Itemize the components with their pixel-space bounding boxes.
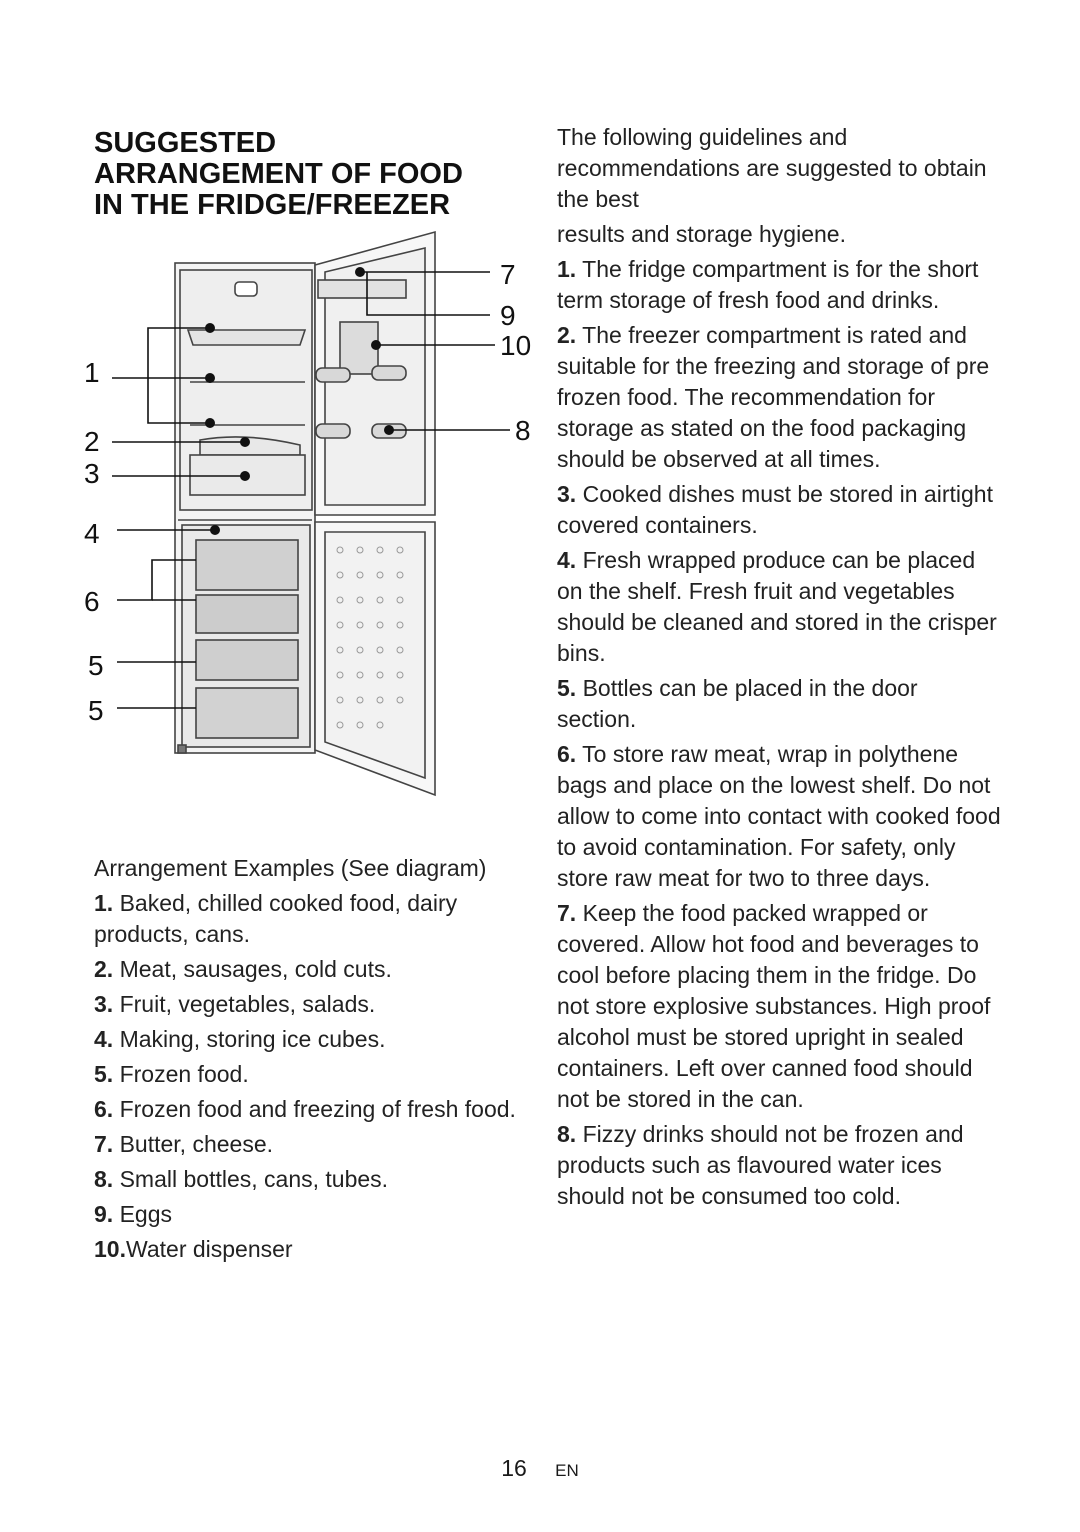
callout-label: 3: [84, 458, 100, 489]
list-item: 7. Keep the food packed wrapped or covered. Allow hot food and beverages to cool before placing them in the fridge. Do not store explosive substances. High proof alcohol must be stored upright in sealed containers. Left over canned food should not be stored in the can.: [557, 900, 991, 1112]
callout-label: 8: [515, 415, 531, 446]
list-item: 8. Fizzy drinks should not be frozen and products such as flavoured water ices should not be consumed too cold.: [557, 1121, 964, 1209]
list-item: 3. Cooked dishes must be stored in airtight covered containers.: [557, 481, 993, 538]
callout-label: 10: [500, 330, 532, 361]
list-item: 5. Frozen food.: [94, 1061, 249, 1087]
callout-label: 9: [500, 300, 516, 331]
storage-guidelines: [557, 122, 1002, 1216]
list-item: 3. Fruit, vegetables, salads.: [94, 991, 376, 1017]
page-footer: [0, 1455, 1080, 1482]
list-item: 5. Bottles can be placed in the door section.: [557, 675, 918, 732]
list-item: 4. Fresh wrapped produce can be placed on the shelf. Fresh fruit and vegetables should be cleaned and stored in the crisper bins.: [557, 547, 997, 666]
title-line: ARRANGEMENT OF FOOD: [94, 158, 463, 190]
guidelines-intro-continued: results and storage hygiene.: [557, 221, 846, 247]
callout-label: 1: [84, 357, 100, 388]
callout-label: 2: [84, 426, 100, 457]
list-item: 10.Water dispenser: [94, 1236, 293, 1262]
callout-label: 5: [88, 650, 104, 681]
language-code: EN: [555, 1461, 579, 1480]
list-item: 1. Baked, chilled cooked food, dairy products, cans.: [94, 890, 458, 947]
list-item: 4. Making, storing ice cubes.: [94, 1026, 386, 1052]
list-item: 1. The fridge compartment is for the short term storage of fresh food and drinks.: [557, 256, 979, 313]
list-item: 7. Butter, cheese.: [94, 1131, 274, 1157]
list-item: 8. Small bottles, cans, tubes.: [94, 1166, 389, 1192]
title-line: SUGGESTED: [94, 127, 277, 159]
callout-label: 4: [84, 518, 100, 549]
list-item: 6. To store raw meat, wrap in polythene bags and place on the lowest shelf. Do not allow to come into contact with cooked food to avoid contamination. For safety, only store raw meat for two to three days.: [557, 741, 1001, 891]
page-title: [94, 128, 514, 221]
page-number: 16: [501, 1455, 527, 1481]
guidelines-intro: The following guidelines and recommendations are suggested to obtain the best: [557, 124, 987, 212]
list-item: 9. Eggs: [94, 1201, 173, 1227]
callout-label: 5: [88, 695, 104, 726]
list-item: 6. Frozen food and freezing of fresh food.: [94, 1096, 516, 1122]
callout-label: 7: [500, 259, 516, 290]
arrangement-examples: [94, 853, 524, 1269]
examples-heading: Arrangement Examples (See diagram): [94, 855, 487, 881]
callout-label: 6: [84, 586, 100, 617]
fridge-freezer-diagram: [70, 225, 550, 815]
list-item: 2. The freezer compartment is rated and suitable for the freezing and storage of pre frozen food. The recommendation for storage as stated on the food packaging should be observed at all times.: [557, 322, 990, 472]
title-line: IN THE FRIDGE/FREEZER: [94, 189, 451, 221]
list-item: 2. Meat, sausages, cold cuts.: [94, 956, 392, 982]
